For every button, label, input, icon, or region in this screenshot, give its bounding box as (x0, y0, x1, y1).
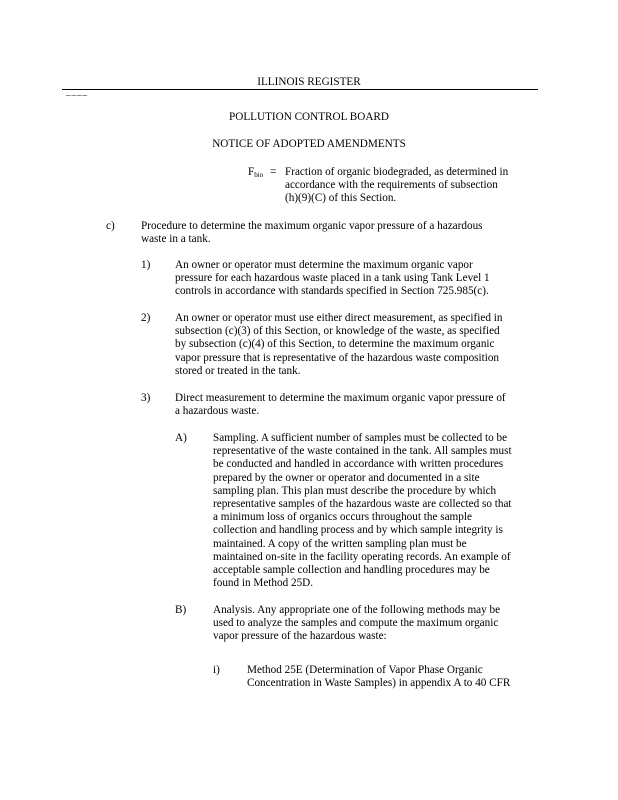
section-c-text (141, 220, 483, 246)
item-2-marker: 2) (141, 312, 151, 324)
paragraph-line: used to analyze the samples and compute the maximum organic (213, 617, 499, 630)
definition-text (285, 166, 508, 206)
board-title: POLLUTION CONTROL BOARD (229, 111, 389, 123)
paragraph-line: maintained on-site in the facility operating records. An example of (213, 550, 511, 563)
paragraph-line: vapor pressure that is representative of the hazardous waste composition (175, 351, 500, 364)
section-c-marker: c) (106, 220, 115, 232)
paragraph-line: prepared by the owner or operator and documented in a site (213, 471, 480, 484)
item-3-text (175, 392, 506, 418)
paragraph-line: Concentration in Waste Samples) in appendix A to 40 CFR (247, 677, 511, 690)
paragraph-line: subsection (c)(3) of this Section, or knowledge of the waste, as specified (175, 325, 500, 338)
item-a-text (213, 432, 512, 590)
register-title: ILLINOIS REGISTER (257, 76, 361, 88)
item-i-marker: i) (213, 664, 220, 676)
paragraph-line: vapor pressure of the hazardous waste: (213, 630, 387, 643)
paragraph-line: found in Method 25D. (213, 577, 314, 590)
paragraph-line: representative of the waste contained in the tank. All samples must (213, 445, 512, 458)
definition-symbol-subscript: bio (254, 171, 264, 179)
paragraph-line: controls in accordance with standards specified in Section 725.985(c). (175, 285, 489, 298)
item-a-marker: A) (175, 432, 187, 444)
paragraph-line: stored or treated in the tank. (175, 364, 301, 377)
item-1-marker: 1) (141, 259, 151, 271)
paragraph-line: maintained. A copy of the written sampling plan must be (213, 537, 467, 550)
item-3-marker: 3) (141, 392, 151, 404)
paragraph-line: Sampling. A sufficient number of samples must be collected to be (213, 432, 508, 444)
paragraph-line: Procedure to determine the maximum organic vapor pressure of a hazardous (141, 220, 483, 232)
paragraph-line: representative samples of the hazardous waste are collected so that (213, 498, 512, 511)
paragraph-line: Analysis. Any appropriate one of the following methods may be (213, 604, 501, 616)
item-b-marker: B) (175, 604, 187, 616)
definition-equals: = (270, 166, 277, 178)
paragraph-line: Direct measurement to determine the maximum organic vapor pressure of (175, 392, 506, 404)
paragraph-line: An owner or operator must determine the maximum organic vapor (175, 259, 473, 271)
notice-title: NOTICE OF ADOPTED AMENDMENTS (212, 138, 406, 150)
paragraph-line: pressure for each hazardous waste placed in a tank using Tank Level 1 (175, 272, 490, 285)
paragraph-line: a minimum loss of organics occurs throughout the sample (213, 511, 472, 524)
item-1-text (175, 259, 490, 299)
paragraph-line: collection and handling process and by which sample integrity is (213, 524, 503, 537)
definition-symbol-letter: F (248, 166, 255, 178)
paragraph-line: waste in a tank. (141, 233, 211, 246)
paragraph-line: sampling plan. This plan must describe the procedure by which (213, 484, 497, 497)
paragraph-line: a hazardous waste. (175, 405, 260, 418)
header-left-mark: ____ (66, 87, 88, 97)
definition-line: Fraction of organic biodegraded, as determined in (285, 166, 509, 178)
definition-symbol (248, 166, 263, 179)
paragraph-line: An owner or operator must use either direct measurement, as specified in (175, 312, 503, 324)
item-b-text (213, 604, 500, 644)
item-i-text (247, 664, 510, 690)
paragraph-line: be conducted and handled in accordance with written procedures (213, 458, 504, 471)
header-rule (62, 89, 538, 90)
item-2-text (175, 312, 502, 378)
definition-line: accordance with the requirements of subsection (285, 179, 498, 192)
paragraph-line: acceptable sample collection and handling procedures may be (213, 564, 490, 577)
paragraph-line: Method 25E (Determination of Vapor Phase Organic (247, 664, 483, 676)
paragraph-line: by subsection (c)(4) of this Section, to determine the maximum organic (175, 338, 495, 351)
definition-line: (h)(9)(C) of this Section. (285, 192, 397, 205)
